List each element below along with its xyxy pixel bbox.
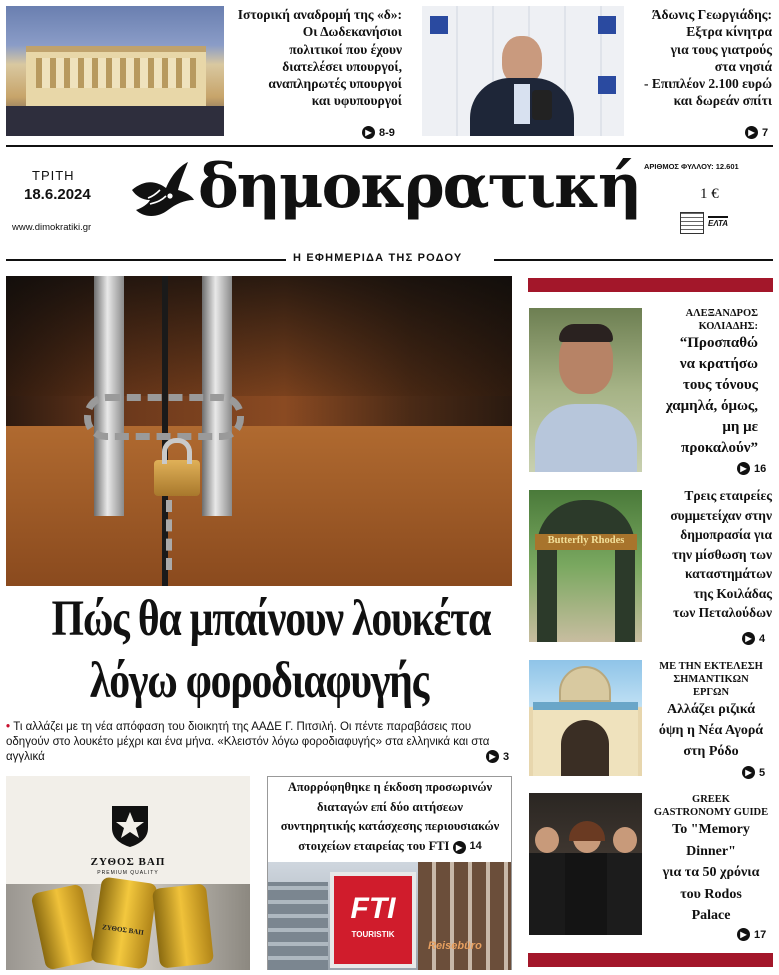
page-ref[interactable] — [486, 750, 509, 763]
page-number: 3 — [503, 750, 510, 763]
page-ref[interactable] — [742, 632, 765, 645]
arrow-right-icon: ▶ — [745, 126, 758, 139]
kicker: GREEK — [692, 794, 730, 805]
side-story-1[interactable] — [640, 307, 758, 459]
rodos-palace-photo — [529, 793, 642, 935]
teaser-line: Εξτρα κίνητρα — [686, 24, 772, 40]
teaser-line: Ιστορική αναδρομή της «δ»: — [237, 7, 402, 22]
story-line: καταστημάτων — [685, 566, 772, 581]
arrow-right-icon: ▶ — [742, 632, 755, 645]
page-number: 5 — [759, 766, 766, 779]
page-ref[interactable] — [745, 126, 768, 139]
page-ref[interactable] — [453, 837, 482, 857]
teaser-line: στοιχείων εταιρείας του FTI ▶ 14 — [270, 837, 510, 857]
can-label: ΖΥΘΟΣ ΒΑΠ — [101, 923, 145, 937]
beer-ad[interactable] — [6, 776, 250, 970]
teaser-line: - Επιπλέον 2.100 ευρώ — [643, 76, 772, 92]
main-summary — [6, 720, 512, 765]
page-number: 8-9 — [379, 126, 395, 139]
story-line: χαμηλά, όμως, — [665, 398, 758, 414]
teaser-line: Απορρόφηθηκε η έκδοση προσωρινών — [287, 780, 493, 794]
headline-line: λόγω φοροδιαφυγής — [89, 653, 429, 709]
story-line: μη με — [722, 419, 758, 435]
kicker: ΜΕ ΤΗΝ ΕΚΤΕΛΕΣΗ — [659, 661, 763, 672]
story-line: Palace — [691, 908, 731, 923]
issue-number: ΑΡΙΘΜΟΣ ΦΥΛΛΟΥ: 12.601 — [644, 162, 739, 171]
story-line: συμμετείχαν στην — [670, 507, 772, 523]
teaser-line: συντηρητικής κατάσχεσης περιουσιακών — [280, 819, 500, 833]
story-line: Το "Memory — [672, 822, 750, 837]
story-line: όψη η Νέα Αγορά — [658, 723, 764, 738]
story-line: τους τόνους — [682, 377, 758, 393]
top-left-teaser[interactable] — [226, 6, 402, 110]
story-line: Dinner" — [686, 843, 736, 859]
bullet-icon: • — [6, 721, 14, 733]
story-line: προκαλούν” — [681, 440, 758, 456]
butterfly-sign: Butterfly Rhodes — [547, 535, 625, 546]
ad-tagline: PREMIUM QUALITY — [97, 870, 159, 876]
price: 1 € — [700, 186, 719, 202]
arrow-right-icon: ▶ — [486, 750, 499, 763]
kicker: ΚΟΛΙΑΔΗΣ: — [698, 321, 758, 332]
page-number: 14 — [469, 840, 482, 853]
top-right-teaser[interactable] — [600, 6, 772, 110]
page-ref[interactable] — [742, 766, 765, 779]
arrow-right-icon: ▶ — [362, 126, 375, 139]
fti-teaser[interactable] — [270, 778, 510, 857]
subtitle-rule-right — [494, 259, 773, 261]
story-line: των Πεταλούδων — [673, 605, 772, 620]
parliament-photo — [6, 6, 224, 136]
masthead-top-rule — [6, 145, 773, 147]
story-line: δημοπρασία για — [680, 527, 772, 542]
arrow-right-icon: ▶ — [742, 766, 755, 779]
teaser-line: αναπληρωτές υπουργοί — [268, 76, 402, 92]
arrow-right-icon: ▶ — [737, 462, 750, 475]
teaser-line: και υφυπουργοί — [311, 93, 402, 109]
page-number: 7 — [762, 126, 769, 139]
page-number: 17 — [754, 928, 767, 941]
kicker: ΕΡΓΩΝ — [692, 687, 730, 698]
issue-day: ΤΡΙΤΗ — [32, 168, 75, 183]
side-story-3[interactable] — [648, 660, 774, 762]
issue-date: 18.6.2024 — [24, 186, 91, 203]
sidebar-top-bar — [528, 278, 773, 292]
summary-text: Τι αλλάζει με τη νέα απόφαση του διοικητή της ΑΑΔΕ Γ. Πιτσιλή. Οι πέντε παραβάσεις που οδηγούν στο λουκέτο μέχρι και ένα μήνα. «Κλειστόν λόγω φοροδιαφυγής» στα ελληνικά και στα αγγλικά — [6, 721, 490, 763]
teaser-line: στα νησιά — [714, 58, 772, 74]
story-line: της Κοιλάδας — [693, 585, 772, 601]
story-line: στη Ρόδο — [683, 744, 739, 759]
new-market-photo — [529, 660, 642, 776]
fti-logo: FTI — [350, 892, 396, 925]
kicker: ΣΗΜΑΝΤΙΚΩΝ — [673, 674, 749, 685]
side-story-4[interactable] — [648, 793, 774, 927]
teaser-line: και δωρεάν σπίτι — [673, 93, 772, 109]
barcode-box — [680, 212, 704, 234]
page-number: 4 — [759, 632, 766, 645]
georgiadis-photo — [422, 6, 624, 136]
butterfly-valley-photo — [529, 490, 642, 642]
website-link[interactable]: www.dimokratiki.gr — [12, 222, 92, 233]
masthead-subtitle: Η ΕΦΗΜΕΡΙΔΑ ΤΗΣ ΡΟΔΟΥ — [293, 252, 463, 264]
subtitle-rule-left — [6, 259, 286, 261]
padlock-photo — [6, 276, 512, 586]
arrow-right-icon: ▶ — [737, 928, 750, 941]
dove-logo-icon — [128, 160, 196, 224]
story-line: “Προσπαθώ — [679, 335, 758, 351]
story-line: να κρατήσω — [679, 356, 758, 372]
shield-logo-icon — [110, 804, 150, 848]
teaser-line: Οι Δωδεκανήσιοι — [302, 24, 402, 40]
masthead-title: δημοκρατική — [198, 151, 641, 222]
teaser-line: Άδωνις Γεωργιάδης: — [651, 7, 772, 22]
main-headline[interactable] — [51, 588, 491, 712]
page-number: 16 — [754, 462, 767, 475]
page-ref[interactable] — [737, 928, 766, 941]
side-story-2[interactable] — [640, 486, 772, 623]
ad-brand: ΖΥΘΟΣ ΒΑΠ — [90, 856, 166, 868]
headline-line: Πώς θα μπαίνουν λουκέτα — [51, 591, 491, 647]
page-ref[interactable] — [737, 462, 766, 475]
store-sign: Reisebüro — [428, 940, 482, 952]
teaser-line: για τους γιατρούς — [670, 41, 772, 57]
kicker: GASTRONOMY GUIDE — [653, 807, 769, 818]
koliadis-photo — [529, 308, 642, 472]
kicker: ΑΛΕΞΑΝΔΡΟΣ — [685, 308, 758, 319]
arrow-right-icon: ▶ — [453, 841, 466, 854]
story-line: Αλλάζει ριζικά — [666, 702, 756, 717]
elta-badge: ΕΛΤΑ — [708, 216, 728, 228]
sidebar-bottom-bar — [528, 953, 773, 967]
story-line: Τρεις εταιρείες — [684, 488, 772, 503]
story-line: την μίσθωση των — [672, 546, 772, 562]
teaser-line: πολιτικοί που έχουν — [289, 41, 402, 57]
story-line: του Rodos — [680, 886, 742, 902]
page-ref[interactable] — [362, 126, 395, 139]
story-line: για τα 50 χρόνια — [662, 865, 760, 880]
teaser-line: διαταγών επί δύο αιτήσεων — [317, 799, 463, 814]
teaser-line: διατελέσει υπουργοί, — [282, 58, 402, 74]
fti-building-photo — [268, 862, 511, 970]
fti-logo-sub: TOURISTIK — [351, 930, 395, 939]
